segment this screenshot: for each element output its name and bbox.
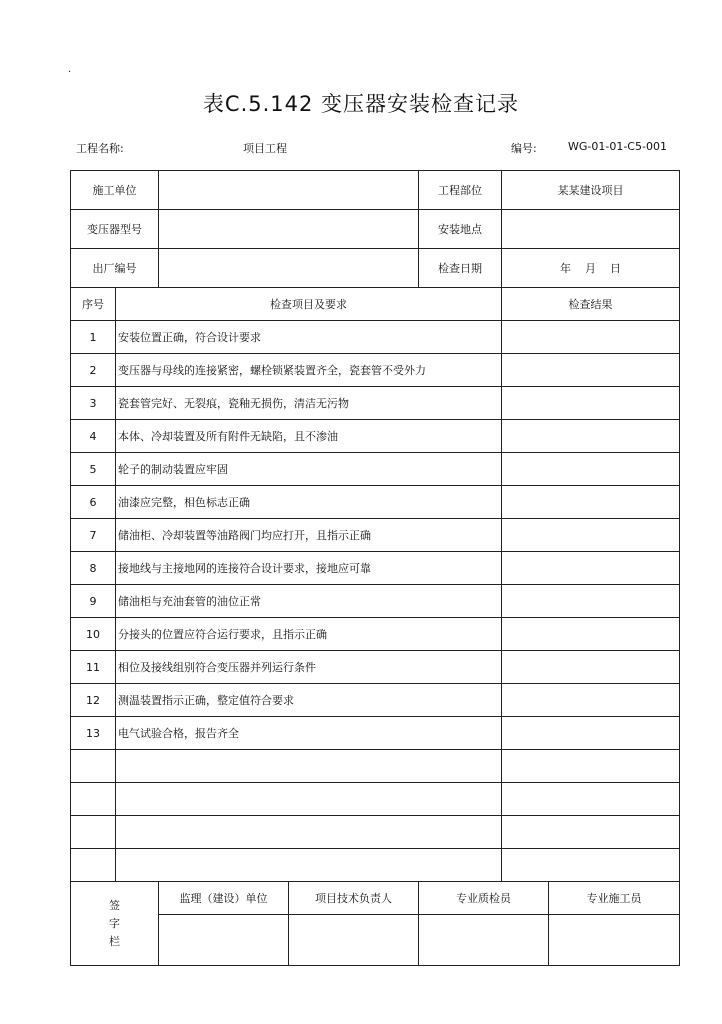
signature-quality-field[interactable] — [419, 915, 549, 966]
row-result-cell[interactable] — [502, 420, 680, 453]
row-result-cell[interactable] — [502, 486, 680, 519]
empty-item-cell[interactable] — [116, 849, 502, 882]
empty-row — [71, 783, 680, 816]
signature-tech-lead-label: 项目技术负责人 — [289, 882, 419, 915]
empty-row — [71, 816, 680, 849]
row-number: 10 — [71, 618, 116, 651]
page-title: 表C.5.142 变压器安装检查记录 — [202, 92, 520, 116]
install-location-value[interactable] — [502, 210, 680, 249]
table-row — [71, 519, 680, 552]
row-item-text: 油漆应完整，相色标志正确 — [116, 486, 502, 519]
table-row — [71, 585, 680, 618]
empty-number-cell — [71, 816, 116, 849]
table-row — [71, 717, 680, 750]
row-item-text: 测温装置指示正确，整定值符合要求 — [116, 684, 502, 717]
page-dot: . — [68, 64, 72, 75]
row-item-text: 安装位置正确，符合设计要求 — [116, 321, 502, 354]
table-row — [71, 420, 680, 453]
table-row — [71, 651, 680, 684]
table-row — [71, 552, 680, 585]
serial-number-value[interactable] — [159, 249, 419, 288]
table-row — [71, 684, 680, 717]
row-result-cell[interactable] — [502, 717, 680, 750]
row-number: 4 — [71, 420, 116, 453]
empty-item-cell[interactable] — [116, 783, 502, 816]
row-item-text: 分接头的位置应符合运行要求，且指示正确 — [116, 618, 502, 651]
row-result-cell[interactable] — [502, 519, 680, 552]
inspection-date-label: 检查日期 — [419, 249, 502, 288]
empty-item-cell[interactable] — [116, 750, 502, 783]
inspection-date-value[interactable]: 年 月 日 — [502, 249, 680, 288]
empty-number-cell — [71, 783, 116, 816]
signature-quality-label: 专业质检员 — [419, 882, 549, 915]
column-header-item: 检查项目及要求 — [116, 288, 502, 321]
project-name-label: 工程名称: — [76, 142, 124, 155]
row-number: 2 — [71, 354, 116, 387]
row-item-text: 变压器与母线的连接紧密，螺栓锁紧装置齐全，瓷套管不受外力 — [116, 354, 502, 387]
project-part-label: 工程部位 — [419, 171, 502, 210]
signature-constructor-field[interactable] — [549, 915, 680, 966]
row-result-cell[interactable] — [502, 453, 680, 486]
inspection-table — [70, 170, 680, 966]
empty-row — [71, 750, 680, 783]
row-number: 3 — [71, 387, 116, 420]
empty-number-cell — [71, 849, 116, 882]
row-result-cell[interactable] — [502, 651, 680, 684]
row-item-text: 瓷套管完好、无裂痕，瓷釉无损伤，清洁无污物 — [116, 387, 502, 420]
table-row — [71, 618, 680, 651]
record-number-value: WG-01-01-C5-001 — [568, 140, 667, 153]
signature-supervisor-label: 监理（建设）单位 — [159, 882, 289, 915]
row-result-cell[interactable] — [502, 387, 680, 420]
table-row — [71, 387, 680, 420]
signature-constructor-label: 专业施工员 — [549, 882, 680, 915]
row-number: 12 — [71, 684, 116, 717]
construction-unit-value[interactable] — [159, 171, 419, 210]
row-result-cell[interactable] — [502, 684, 680, 717]
project-name-value: 项目工程 — [243, 142, 287, 155]
row-number: 7 — [71, 519, 116, 552]
row-result-cell[interactable] — [502, 321, 680, 354]
empty-number-cell — [71, 750, 116, 783]
row-result-cell[interactable] — [502, 585, 680, 618]
row-item-text: 接地线与主接地网的连接符合设计要求，接地应可靠 — [116, 552, 502, 585]
record-number-label: 编号: — [511, 142, 537, 155]
signature-section-label — [71, 882, 159, 966]
transformer-model-value[interactable] — [159, 210, 419, 249]
row-item-text: 储油柜、冷却装置等油路阀门均应打开，且指示正确 — [116, 519, 502, 552]
row-number: 1 — [71, 321, 116, 354]
table-row — [71, 453, 680, 486]
table-row — [71, 321, 680, 354]
empty-row — [71, 849, 680, 882]
empty-item-cell[interactable] — [116, 816, 502, 849]
signature-label-char: 签 — [109, 898, 120, 912]
signature-label-char: 栏 — [109, 934, 120, 948]
column-header-seq: 序号 — [71, 288, 116, 321]
column-header-result: 检查结果 — [502, 288, 680, 321]
install-location-label: 安装地点 — [419, 210, 502, 249]
row-number: 5 — [71, 453, 116, 486]
row-item-text: 电气试验合格，报告齐全 — [116, 717, 502, 750]
signature-supervisor-field[interactable] — [159, 915, 289, 966]
empty-result-cell[interactable] — [502, 783, 680, 816]
serial-number-label: 出厂编号 — [71, 249, 159, 288]
row-item-text: 相位及接线组别符合变压器并列运行条件 — [116, 651, 502, 684]
empty-result-cell[interactable] — [502, 750, 680, 783]
row-number: 6 — [71, 486, 116, 519]
row-number: 9 — [71, 585, 116, 618]
row-result-cell[interactable] — [502, 354, 680, 387]
project-part-value[interactable]: 某某建设项目 — [502, 171, 680, 210]
row-item-text: 储油柜与充油套管的油位正常 — [116, 585, 502, 618]
construction-unit-label: 施工单位 — [71, 171, 159, 210]
table-row — [71, 354, 680, 387]
row-item-text: 轮子的制动装置应牢固 — [116, 453, 502, 486]
empty-result-cell[interactable] — [502, 849, 680, 882]
row-number: 11 — [71, 651, 116, 684]
signature-tech-lead-field[interactable] — [289, 915, 419, 966]
row-item-text: 本体、冷却装置及所有附件无缺陷，且不渗油 — [116, 420, 502, 453]
empty-result-cell[interactable] — [502, 816, 680, 849]
row-result-cell[interactable] — [502, 618, 680, 651]
row-number: 13 — [71, 717, 116, 750]
signature-label-char: 字 — [109, 916, 120, 930]
transformer-model-label: 变压器型号 — [71, 210, 159, 249]
table-row — [71, 486, 680, 519]
row-number: 8 — [71, 552, 116, 585]
row-result-cell[interactable] — [502, 552, 680, 585]
